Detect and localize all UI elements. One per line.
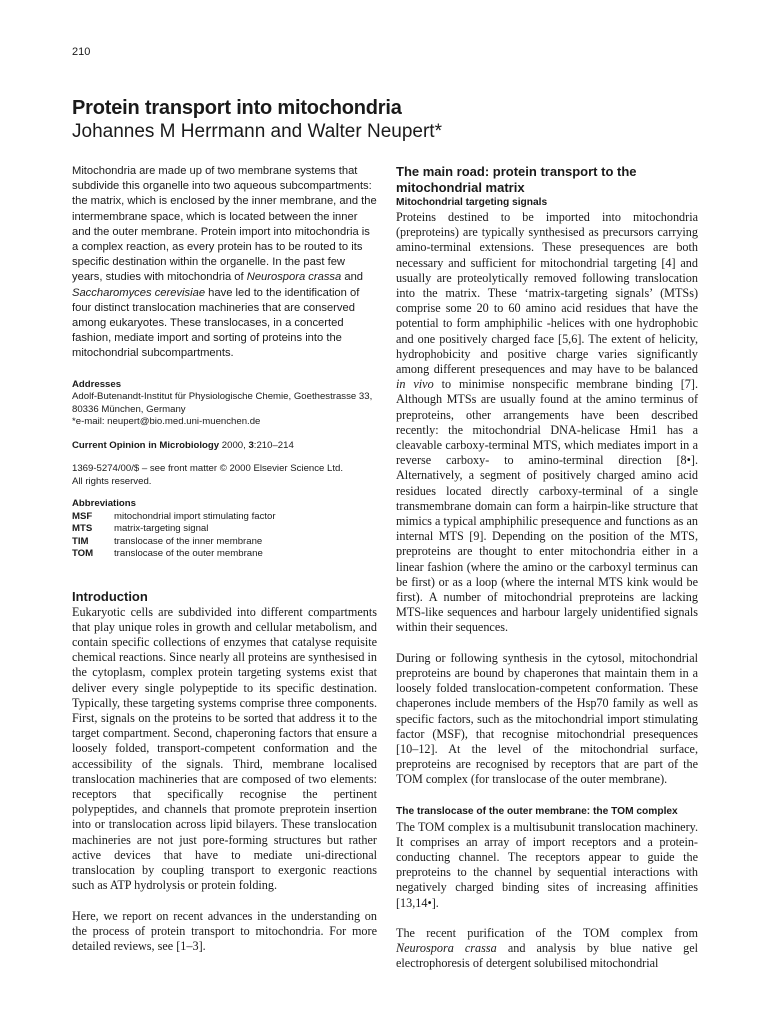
page-number: 210 bbox=[72, 46, 91, 58]
tom-text-a: The recent purification of the TOM complex from bbox=[396, 925, 698, 940]
journal-name: Current Opinion in Microbiology bbox=[72, 439, 220, 451]
abbreviation-key: TOM bbox=[72, 548, 94, 560]
article-authors: Johannes M Herrmann and Walter Neupert* bbox=[72, 121, 442, 142]
main-road-heading: The main road: protein transport to the mitochondrial matrix bbox=[396, 164, 637, 195]
chaperones-paragraph: During or following synthesis in the cytosol, mitochondrial preproteins are bound by chaperones that maintain them in a loosely folded translocation-competent conformation. These chaperones include members of the Hsp70 family as well as specific factors, such as the mitochondrial import stimulating factor (MSF), that recognise mitochondrial presequences [10–12]. At the level of the mitochondrial surface, preproteins are recognised by receptors that are part of the TOM complex (for translocase of the outer membrane). bbox=[396, 650, 698, 787]
in-vivo-term: in vivo bbox=[396, 377, 434, 392]
tom-paragraph-2 bbox=[396, 926, 698, 972]
copyright-notice bbox=[72, 463, 377, 488]
abstract bbox=[72, 164, 377, 362]
issn-line: 1369-5274/00/$ – see front matter © 2000 Elsevier Science Ltd. bbox=[72, 463, 344, 475]
abstract-species-1: Neurospora crassa bbox=[246, 271, 342, 284]
right-column bbox=[396, 164, 698, 971]
article-title: Protein transport into mitochondria bbox=[72, 97, 402, 119]
journal-citation bbox=[72, 440, 377, 453]
journal-issue: 3 bbox=[248, 439, 254, 451]
abbreviation-value: translocase of the inner membrane bbox=[114, 535, 263, 547]
introduction-paragraph-2: Here, we report on recent advances in the understanding on the process of protein transport to mitochondria. For more detailed reviews, see [1–3]. bbox=[72, 908, 377, 953]
abstract-species-2: Saccharomyces cerevisiae bbox=[72, 286, 206, 299]
targeting-text-a: Proteins destined to be imported into mitochondria (preproteins) are typically synthesised as precursors carrying amino-terminal extensions. These presequences are both necessary and sufficient for mitochondrial targeting [4] and usually are proteolytically removed following translocation into the matrix. These ‘matrix-targeting signals’ (MTSs) comprise some 20 to 60 amino acid residues that have the potential to form amphiphilic -helices with one hydrophobic and one positively charged face [5,6]. The extent of helicity, hydrophobicity and positive charge varies significantly among different presequences and may have to be balanced bbox=[396, 210, 698, 377]
address-line: Adolf-Butenandt-Institut für Physiologische Chemie, Goethestrasse 33, 80336 München, Germany bbox=[72, 391, 373, 415]
addresses-heading: Addresses bbox=[72, 378, 122, 390]
abbreviation-row bbox=[72, 548, 276, 561]
abbreviation-row bbox=[72, 536, 276, 549]
rights-line: All rights reserved. bbox=[72, 475, 152, 487]
targeting-text-b: to minimise nonspecific membrane binding [7]. Although MTSs are usually found at the amino terminus of preproteins, other arrangements have been described recently: the mitochondrial DNA-helicase Hmi1 has a cleavable carboxy-terminal MTS, which mediates import in a reverse carboxy- to amino-terminal direction [8•]. Alternatively, a segment of positively charged amino acid residues located directly carboxy-terminal of a single transmembrane domain can form a hairpin-like structure that mimics a typical amphiphilic presequence and functions as an internal MTS [9]. Depending on the position of the MTS, preproteins are thought to enter mitochondria either in a linear fashion (where the amino or the carboxyl terminus can be first) or as a loop (where the internal MTS kink would be first). A number of mitochondrial preproteins are lacking MTS-like sequences and harbour largely unidentified signals within their sequences. bbox=[396, 377, 699, 635]
abbreviation-key: MSF bbox=[72, 510, 93, 522]
tom-species: Neurospora crassa bbox=[396, 940, 497, 955]
abbreviation-value: translocase of the outer membrane bbox=[114, 548, 263, 560]
abstract-paragraph bbox=[72, 164, 377, 362]
tom-text-b: and analysis by blue native gel electrophoresis of detergent solubilised mitochondrial bbox=[396, 940, 699, 971]
left-column bbox=[72, 164, 377, 954]
abbreviations-heading: Abbreviations bbox=[72, 498, 136, 510]
abbreviations-block bbox=[72, 498, 377, 561]
abbreviation-row bbox=[72, 523, 276, 536]
abbreviation-value: mitochondrial import stimulating factor bbox=[114, 510, 276, 522]
abstract-text-a: Mitochondria are made up of two membrane systems that subdivide this organelle into two aqueous subcompartments: the matrix, which is enclosed by the inner membrane, and the intermembrane space, which is located between the inner and the outer membrane. Protein import into mitochondria is a complex reaction, as every protein has to be routed to its specific destination within the organelle. In the past few years, studies with mitochondria of bbox=[72, 165, 377, 284]
journal-year: 2000, bbox=[219, 439, 249, 451]
introduction-heading: Introduction bbox=[72, 588, 148, 604]
tom-heading: The translocase of the outer membrane: the TOM complex bbox=[396, 805, 678, 817]
abstract-text-c: have led to the identification of four distinct translocation machineries that are conserved among eukaryotes. These translocases, in a concerted fashion, mediate import and sorting of proteins into the mitochondrial subcompartments. bbox=[72, 286, 360, 360]
abbreviation-value: matrix-targeting signal bbox=[114, 523, 209, 535]
addresses-block bbox=[72, 379, 377, 429]
abstract-text-b: and bbox=[341, 271, 364, 284]
introduction-paragraph-1: Eukaryotic cells are subdivided into different compartments that play unique roles in growth and cellular metabolism, and contain specific collections of enzymes that catalyse requisite chemical reactions. Since nearly all proteins are synthesised in the cytoplasm, complex protein targeting systems exist that deliver every single polypeptide to its specific destination. Typically, these targeting systems comprise three components. First, signals on the proteins to be sorted that address it to the target compartment. Second, chaperoning factors that ensure a loosely folded, transport-competent conformation and the accessibility of the signals. Third, membrane localised translocation machineries that are composed of two elements: receptors that specifically recognise the pertinent polypeptides, and channels that promote preprotein insertion into or translocation across lipid bilayers. These translocation machineries are not just pore-forming structures but rather active devices that have to mediate uni-directional translocation by coupling transport to exergonic reactions such as ATP hydrolysis or protein folding. bbox=[72, 604, 377, 893]
abbreviation-row bbox=[72, 511, 276, 524]
tom-paragraph-1: The TOM complex is a multisubunit translocation machinery. It comprises an array of import receptors and a protein-conducting channel. The receptors appear to guide the preproteins to the channel by sequential interactions with negatively charged binding sites of increasing affinities [13,14•]. bbox=[396, 819, 698, 910]
abbreviations-table bbox=[72, 511, 276, 561]
email-line: *e-mail: neupert@bio.med.uni-muenchen.de bbox=[72, 416, 261, 428]
abbreviation-key: TIM bbox=[72, 535, 89, 547]
journal-pages: :210–214 bbox=[253, 439, 294, 451]
abbreviation-key: MTS bbox=[72, 523, 93, 535]
targeting-signals-subheading: Mitochondrial targeting signals bbox=[396, 197, 548, 208]
targeting-signals-paragraph bbox=[396, 210, 698, 636]
